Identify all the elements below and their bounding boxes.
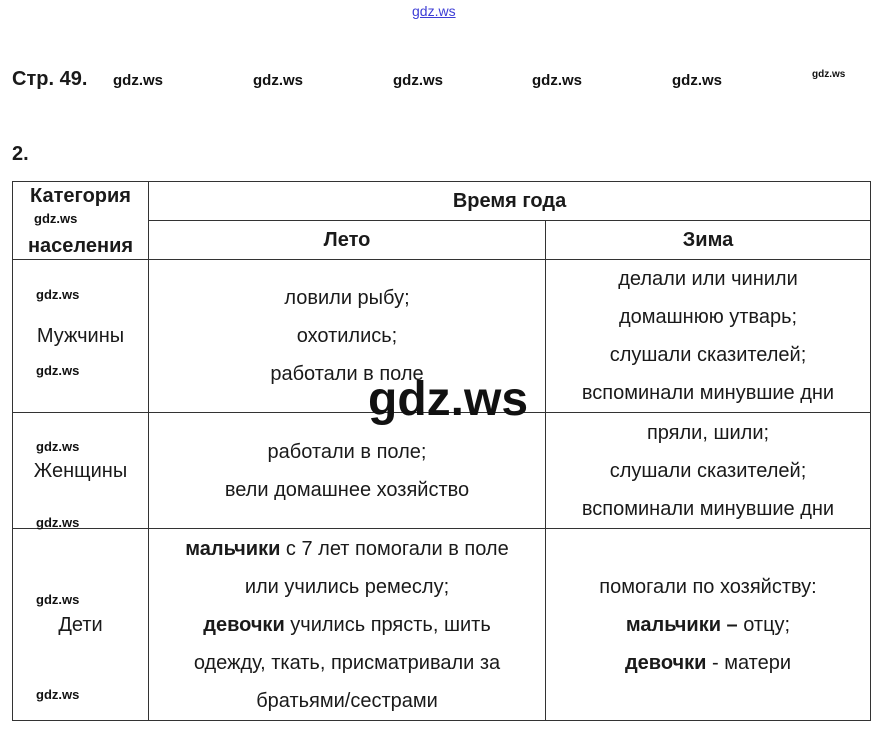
watermark: gdz.ws xyxy=(36,687,80,702)
watermark: gdz.ws xyxy=(34,211,78,226)
watermark: gdz.ws xyxy=(36,439,80,454)
watermark: gdz.ws xyxy=(393,72,444,89)
watermark-center: gdz.ws xyxy=(368,373,529,426)
watermark: gdz.ws xyxy=(532,72,583,89)
category-children: Дети xyxy=(13,529,149,721)
watermark: gdz.ws xyxy=(253,72,304,89)
watermark-top-link[interactable]: gdz.ws xyxy=(412,3,456,19)
header-category: Категория населения xyxy=(13,182,149,260)
watermark: gdz.ws xyxy=(36,287,80,302)
watermark: gdz.ws xyxy=(36,363,80,378)
watermark: gdz.ws xyxy=(36,592,80,607)
children-summer: мальчики с 7 лет помогали в поле или учились ремеслу; девочки учились прясть, шить одежду, ткать, присматривали за братьями/сестрами xyxy=(149,529,546,721)
task-number: 2. xyxy=(12,143,29,165)
watermark: gdz.ws xyxy=(113,72,164,89)
women-winter: пряли, шили; слушали сказителей; вспоминали минувшие дни xyxy=(546,413,871,529)
header-summer: Лето xyxy=(149,221,546,260)
category-men: Мужчины xyxy=(13,260,149,413)
men-summer: ловили рыбу; охотились; работали в поле xyxy=(149,260,546,413)
header-winter: Зима xyxy=(546,221,871,260)
women-summer: работали в поле; вели домашнее хозяйство xyxy=(149,413,546,529)
boys-label: мальчики xyxy=(185,537,281,560)
header-season: Время года xyxy=(149,182,871,221)
watermark: gdz.ws xyxy=(36,515,80,530)
page-reference: Стр. 49. xyxy=(12,68,88,90)
watermark: gdz.ws xyxy=(812,69,846,80)
category-women: Женщины xyxy=(13,413,149,529)
men-winter: делали или чинили домашнюю утварь; слушали сказителей; вспоминали минувшие дни xyxy=(546,260,871,413)
girls-label: девочки xyxy=(203,613,285,636)
watermark: gdz.ws xyxy=(672,72,723,89)
boys-label: мальчики – xyxy=(625,613,738,636)
seasons-table xyxy=(12,181,871,721)
girls-label: девочки xyxy=(624,651,707,674)
children-winter: помогали по хозяйству: мальчики – отцу; девочки - матери xyxy=(546,529,871,721)
